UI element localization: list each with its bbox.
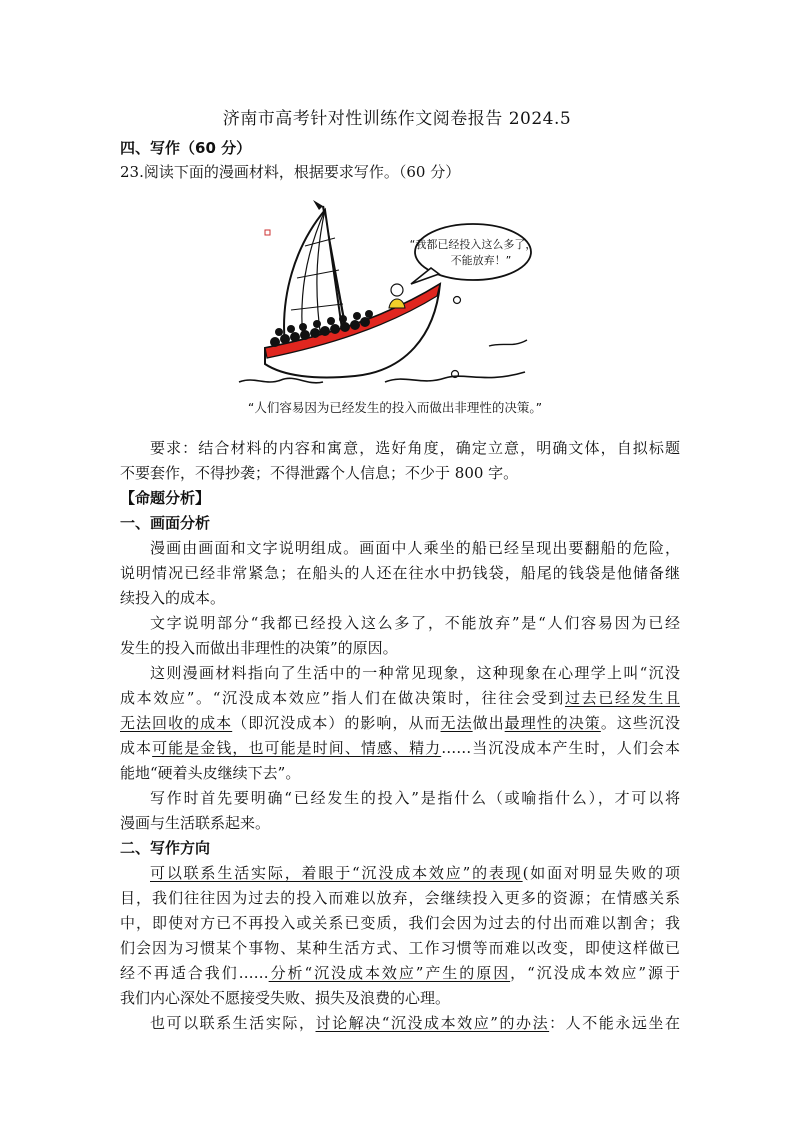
text-run: 。这些沉没 bbox=[600, 714, 680, 732]
paragraph-line: 能地“硬着头皮继续下去”。 bbox=[120, 764, 301, 782]
section-heading-writing: 四、写作（60 分） bbox=[120, 139, 252, 157]
text-run: 做出 bbox=[472, 714, 505, 732]
text-run: 成本效应”。“沉没成本效应”指人们在做决策时，往往会受到 bbox=[120, 689, 565, 707]
paragraph-line: 文字说明部分“我都已经投入这么多了，不能放弃”是“人们容易因为已经 bbox=[150, 614, 680, 632]
page-title: 济南市高考针对性训练作文阅卷报告 2024.5 bbox=[222, 109, 572, 129]
paragraph-line: 们会因为习惯某个事物、某种生活方式、工作习惯等而难以改变，即使这样做已 bbox=[120, 939, 680, 957]
paragraph-line bbox=[120, 736, 680, 762]
text-run: (如面对明显失败的项 bbox=[522, 864, 680, 882]
underlined-text: 无法 bbox=[440, 714, 473, 732]
underlined-text: 无法回收的成本 bbox=[120, 714, 233, 732]
underlined-text: 过去已经发生且 bbox=[564, 689, 680, 707]
underlined-text: 分析“沉没成本效应”产生的原因 bbox=[268, 964, 511, 982]
paragraph-line: 中，即使对方已不再投入或关系已变质，我们会因为过去的付出而难以割舍；我 bbox=[120, 914, 680, 932]
underlined-text: 最理性的决策 bbox=[504, 714, 601, 732]
paragraph-line bbox=[120, 861, 680, 887]
speech-bubble-line1: “我都已经投入这么多了， bbox=[409, 238, 537, 251]
paragraph-line bbox=[120, 1011, 680, 1037]
text-run: （即沉没成本）的影响，从而 bbox=[232, 714, 441, 732]
paragraph-line: 写作时首先要明确“已经发生的投入”是指什么（或喻指什么），才可以将 bbox=[150, 789, 680, 807]
text-run: ：人不能永远坐在 bbox=[549, 1014, 680, 1032]
paragraph-line: 续投入的成本。 bbox=[120, 589, 226, 607]
paragraph-line bbox=[120, 686, 680, 712]
underlined-text: 讨论解决“沉没成本效应”的办法 bbox=[315, 1014, 550, 1032]
paragraph-line: 目，我们往往因为过去的投入而难以放弃，会继续投入更多的资源；在情感关系 bbox=[120, 889, 680, 907]
analysis-heading: 【命题分析】 bbox=[120, 489, 211, 507]
paragraph-line: 漫画由画面和文字说明组成。画面中人乘坐的船已经呈现出要翻船的危险， bbox=[150, 539, 680, 557]
paragraph-line bbox=[120, 961, 680, 987]
text-run: 经不再适合我们…… bbox=[120, 964, 269, 982]
comic-caption: “人们容易因为已经发生的投入而做出非理性的决策。” bbox=[247, 400, 543, 415]
comic-illustration bbox=[235, 186, 555, 426]
question-23: 23.阅读下面的漫画材料，根据要求写作。（60 分） bbox=[120, 163, 461, 181]
requirement-line-1: 要求：结合材料的内容和寓意，选好角度，确定立意，明确文体，自拟标题 bbox=[150, 439, 680, 457]
requirement-line-2: 不要套作，不得抄袭；不得泄露个人信息；不少于 800 字。 bbox=[120, 464, 519, 482]
subheading-picture-analysis: 一、画面分析 bbox=[120, 514, 211, 532]
paragraph-line: 我们内心深处不愿接受失败、损失及浪费的心理。 bbox=[120, 989, 451, 1007]
underlined-text: 可能是金钱，也可能是时间、情感、精力 bbox=[152, 739, 442, 757]
speech-bubble-line2: 不能放弃！” bbox=[450, 254, 512, 267]
subheading-writing-direction: 二、写作方向 bbox=[120, 839, 211, 857]
paragraph-line: 发生的投入而做出非理性的决策”的原因。 bbox=[120, 639, 398, 657]
paragraph-line: 漫画与生活联系起来。 bbox=[120, 814, 271, 832]
paragraph-line: 说明情况已经非常紧急；在船头的人还在往水中扔钱袋，船尾的钱袋是他储备继 bbox=[120, 564, 680, 582]
underlined-text: 可以联系生活实际，着眼于“沉没成本效应”的表现 bbox=[150, 864, 523, 882]
text-run: 成本 bbox=[120, 739, 153, 757]
text-run: 也可以联系生活实际， bbox=[150, 1014, 316, 1032]
paragraph-line bbox=[120, 711, 680, 737]
text-run: ……当沉没成本产生时，人们会本 bbox=[441, 739, 680, 757]
paragraph-line: 这则漫画材料指向了生活中的一种常见现象，这种现象在心理学上叫“沉没 bbox=[150, 664, 680, 682]
text-run: ，“沉没成本效应”源于 bbox=[510, 964, 680, 982]
